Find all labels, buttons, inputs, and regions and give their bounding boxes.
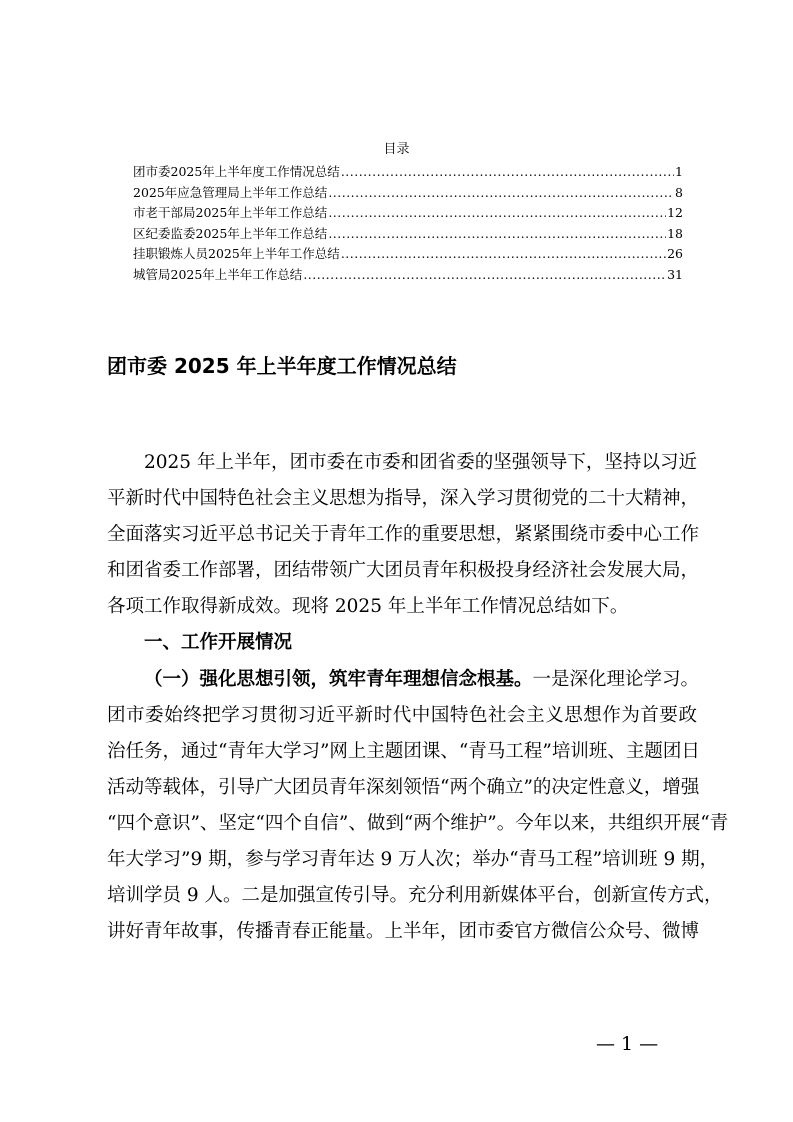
toc-entry-text: 城管局2025年上半年工作总结 [133,266,303,282]
toc-entry-text: 团市委2025年上半年度工作情况总结 [133,164,340,179]
body-line: 治任务，通过“青年大学习”网上主题团课、“青马工程”培训班、主题团日 [107,740,700,762]
body-line: 平新时代中国特色社会主义思想为指导，深入学习贯彻党的二十大精神， [107,488,700,510]
toc-leader-dots [303,265,666,285]
toc-entry[interactable] [133,265,683,286]
body-line: 讲好青年故事，传播青春正能量。上半年，团市委官方微信公众号、微博 [107,921,700,943]
page-number: — 1 — [596,1033,659,1055]
toc-entry-text: 区纪委监委2025年上半年工作总结 [133,225,328,241]
toc-entry-page: 18 [667,225,683,241]
body-line: 年大学习”9 期，参与学习青年达 9 万人次；举办“青马工程”培训班 9 期， [107,849,719,871]
toc-entry-text: 挂职锻炼人员2025年上半年工作总结 [133,246,340,261]
body-line-segment: 一是深化理论学习。 [532,668,700,690]
body-line [107,662,700,698]
body-line: 团市委始终把学习贯彻习近平新时代中国特色社会主义思想作为首要政 [107,704,697,726]
table-of-contents [133,162,683,285]
toc-entry-page: 8 [675,184,683,200]
section-heading: 一、工作开展情况 [144,632,293,654]
toc-entry-text: 2025年应急管理局上半年工作总结 [133,184,328,200]
body-line: “四个意识”、坚定“四个自信”、做到“两个维护”。今年以来，共组织开展“青 [107,812,729,834]
toc-leader-dots [328,183,674,203]
toc-entry[interactable] [133,203,683,224]
body-line: 活动等载体，引导广大团员青年深刻领悟“两个确立”的决定性意义，增强 [107,776,700,798]
toc-entry[interactable] [133,162,683,183]
body-line: 2025 年上半年，团市委在市委和团省委的坚强领导下，坚持以习近 [144,452,697,473]
toc-leader-dots [328,224,666,244]
toc-title: 目录 [383,142,410,157]
body-line: 全面落实习近平总书记关于青年工作的重要思想，紧紧围绕市委中心工作 [107,524,700,546]
toc-entry-page: 1 [675,164,683,179]
body-line: 各项工作取得新成效。现将 2025 年上半年工作情况总结如下。 [107,596,629,618]
toc-leader-dots [328,203,666,223]
toc-entry-text: 市老干部局2025年上半年工作总结 [133,205,328,220]
toc-entry[interactable] [133,183,683,204]
toc-leader-dots [341,162,674,182]
subsection-heading: （一）强化思想引领，筑牢青年理想信念根基。 [144,668,533,690]
toc-leader-dots [341,244,666,264]
body-line: 和团省委工作部署，团结带领广大团员青年积极投身经济社会发展大局， [107,560,700,582]
body-line: 培训学员 9 人。二是加强宣传引导。充分利用新媒体平台，创新宣传方式， [107,885,723,907]
document-title: 团市委 2025 年上半年度工作情况总结 [107,354,457,378]
toc-entry-page: 31 [667,266,683,282]
toc-entry-page: 12 [667,205,683,220]
toc-entry[interactable] [133,224,683,245]
document-body [107,445,729,950]
toc-entry[interactable] [133,244,683,265]
toc-entry-page: 26 [667,246,683,261]
